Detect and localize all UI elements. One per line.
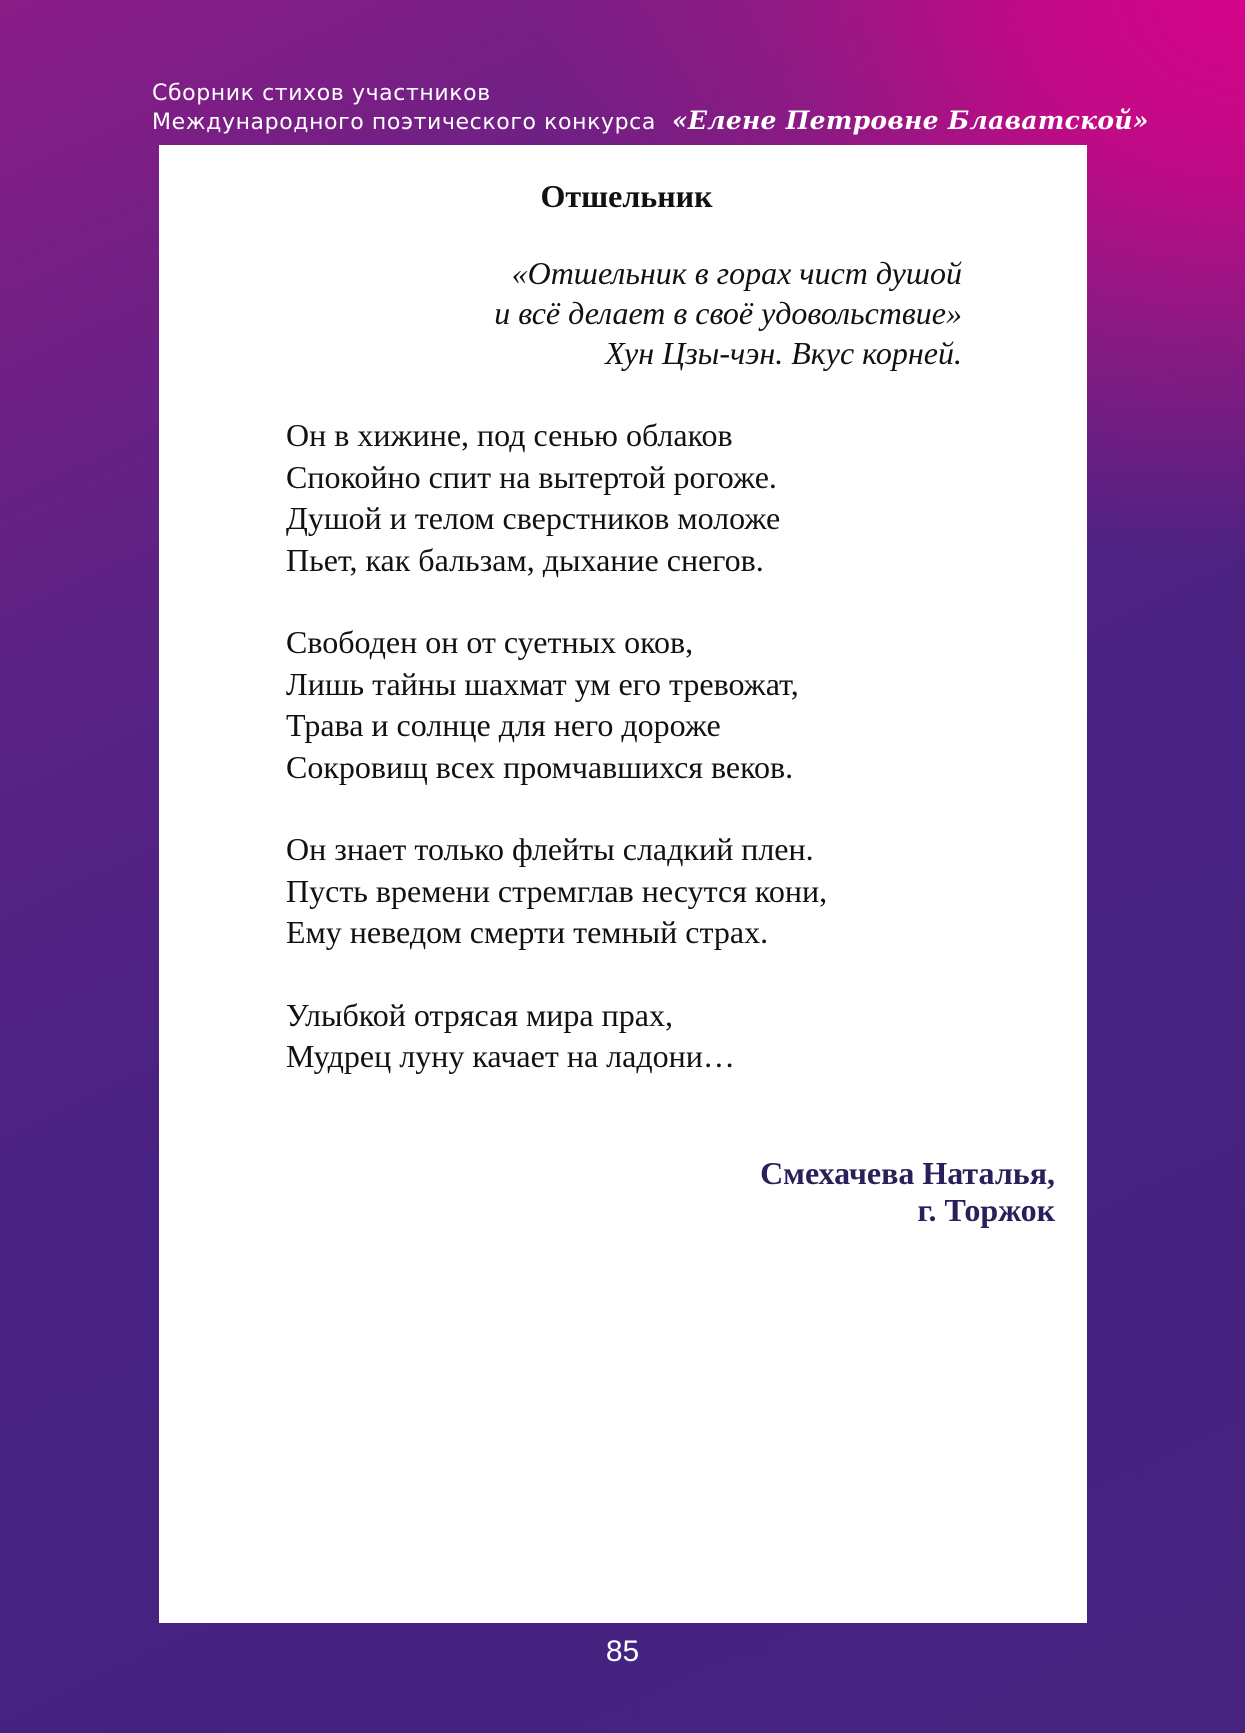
- header-contest-name: «Елене Петровне Блаватской»: [671, 106, 1149, 135]
- header-line-2: [152, 106, 1149, 136]
- poem-body: [286, 415, 827, 1119]
- stanza: [286, 829, 827, 954]
- epigraph-line: «Отшельник в горах чист душой: [511, 255, 962, 291]
- epigraph: [494, 253, 962, 373]
- verse-line: Сокровищ всех промчавшихся веков.: [286, 748, 794, 785]
- verse-line: Трава и солнце для него дороже: [286, 707, 721, 743]
- verse-line: Ему неведом смерти темный страх.: [286, 914, 769, 950]
- stanza: [286, 995, 827, 1078]
- verse-line: Он в хижине, под сенью облаков: [286, 417, 733, 453]
- verse-line: Пусть времени стремглав несутся кони,: [286, 872, 828, 909]
- stanza: [286, 415, 827, 581]
- header-line-1: Сборник стихов участников: [152, 81, 491, 106]
- epigraph-source: Хун Цзы-чэн. Вкус корней.: [605, 335, 962, 371]
- page-number: 85: [605, 1635, 640, 1668]
- verse-line: Мудрец луну качает на ладони…: [286, 1038, 735, 1074]
- poem-title: Отшельник: [540, 178, 713, 214]
- verse-line: Пьет, как бальзам, дыхание снегов.: [286, 541, 764, 578]
- verse-line: Спокойно спит на вытертой рогоже.: [286, 458, 777, 495]
- verse-line: Улыбкой отрясая мира прах,: [286, 996, 673, 1033]
- epigraph-line: и всё делает в своё удовольствие»: [494, 295, 962, 331]
- verse-line: Свободен он от суетных оков,: [286, 624, 694, 660]
- author-name: Смехачева Наталья,: [760, 1155, 1055, 1191]
- verse-line: Лишь тайны шахмат ум его тревожат,: [286, 665, 799, 702]
- collection-header: [152, 80, 1149, 136]
- header-contest-label: Международного поэтического конкурса: [152, 110, 656, 135]
- verse-line: Душой и телом сверстников моложе: [286, 500, 781, 536]
- author-city: г. Торжок: [917, 1192, 1055, 1228]
- stanza: [286, 622, 827, 788]
- verse-line: Он знает только флейты сладкий плен.: [286, 831, 814, 867]
- author-signature: [760, 1155, 1055, 1229]
- poem-sheet: [159, 145, 1087, 1623]
